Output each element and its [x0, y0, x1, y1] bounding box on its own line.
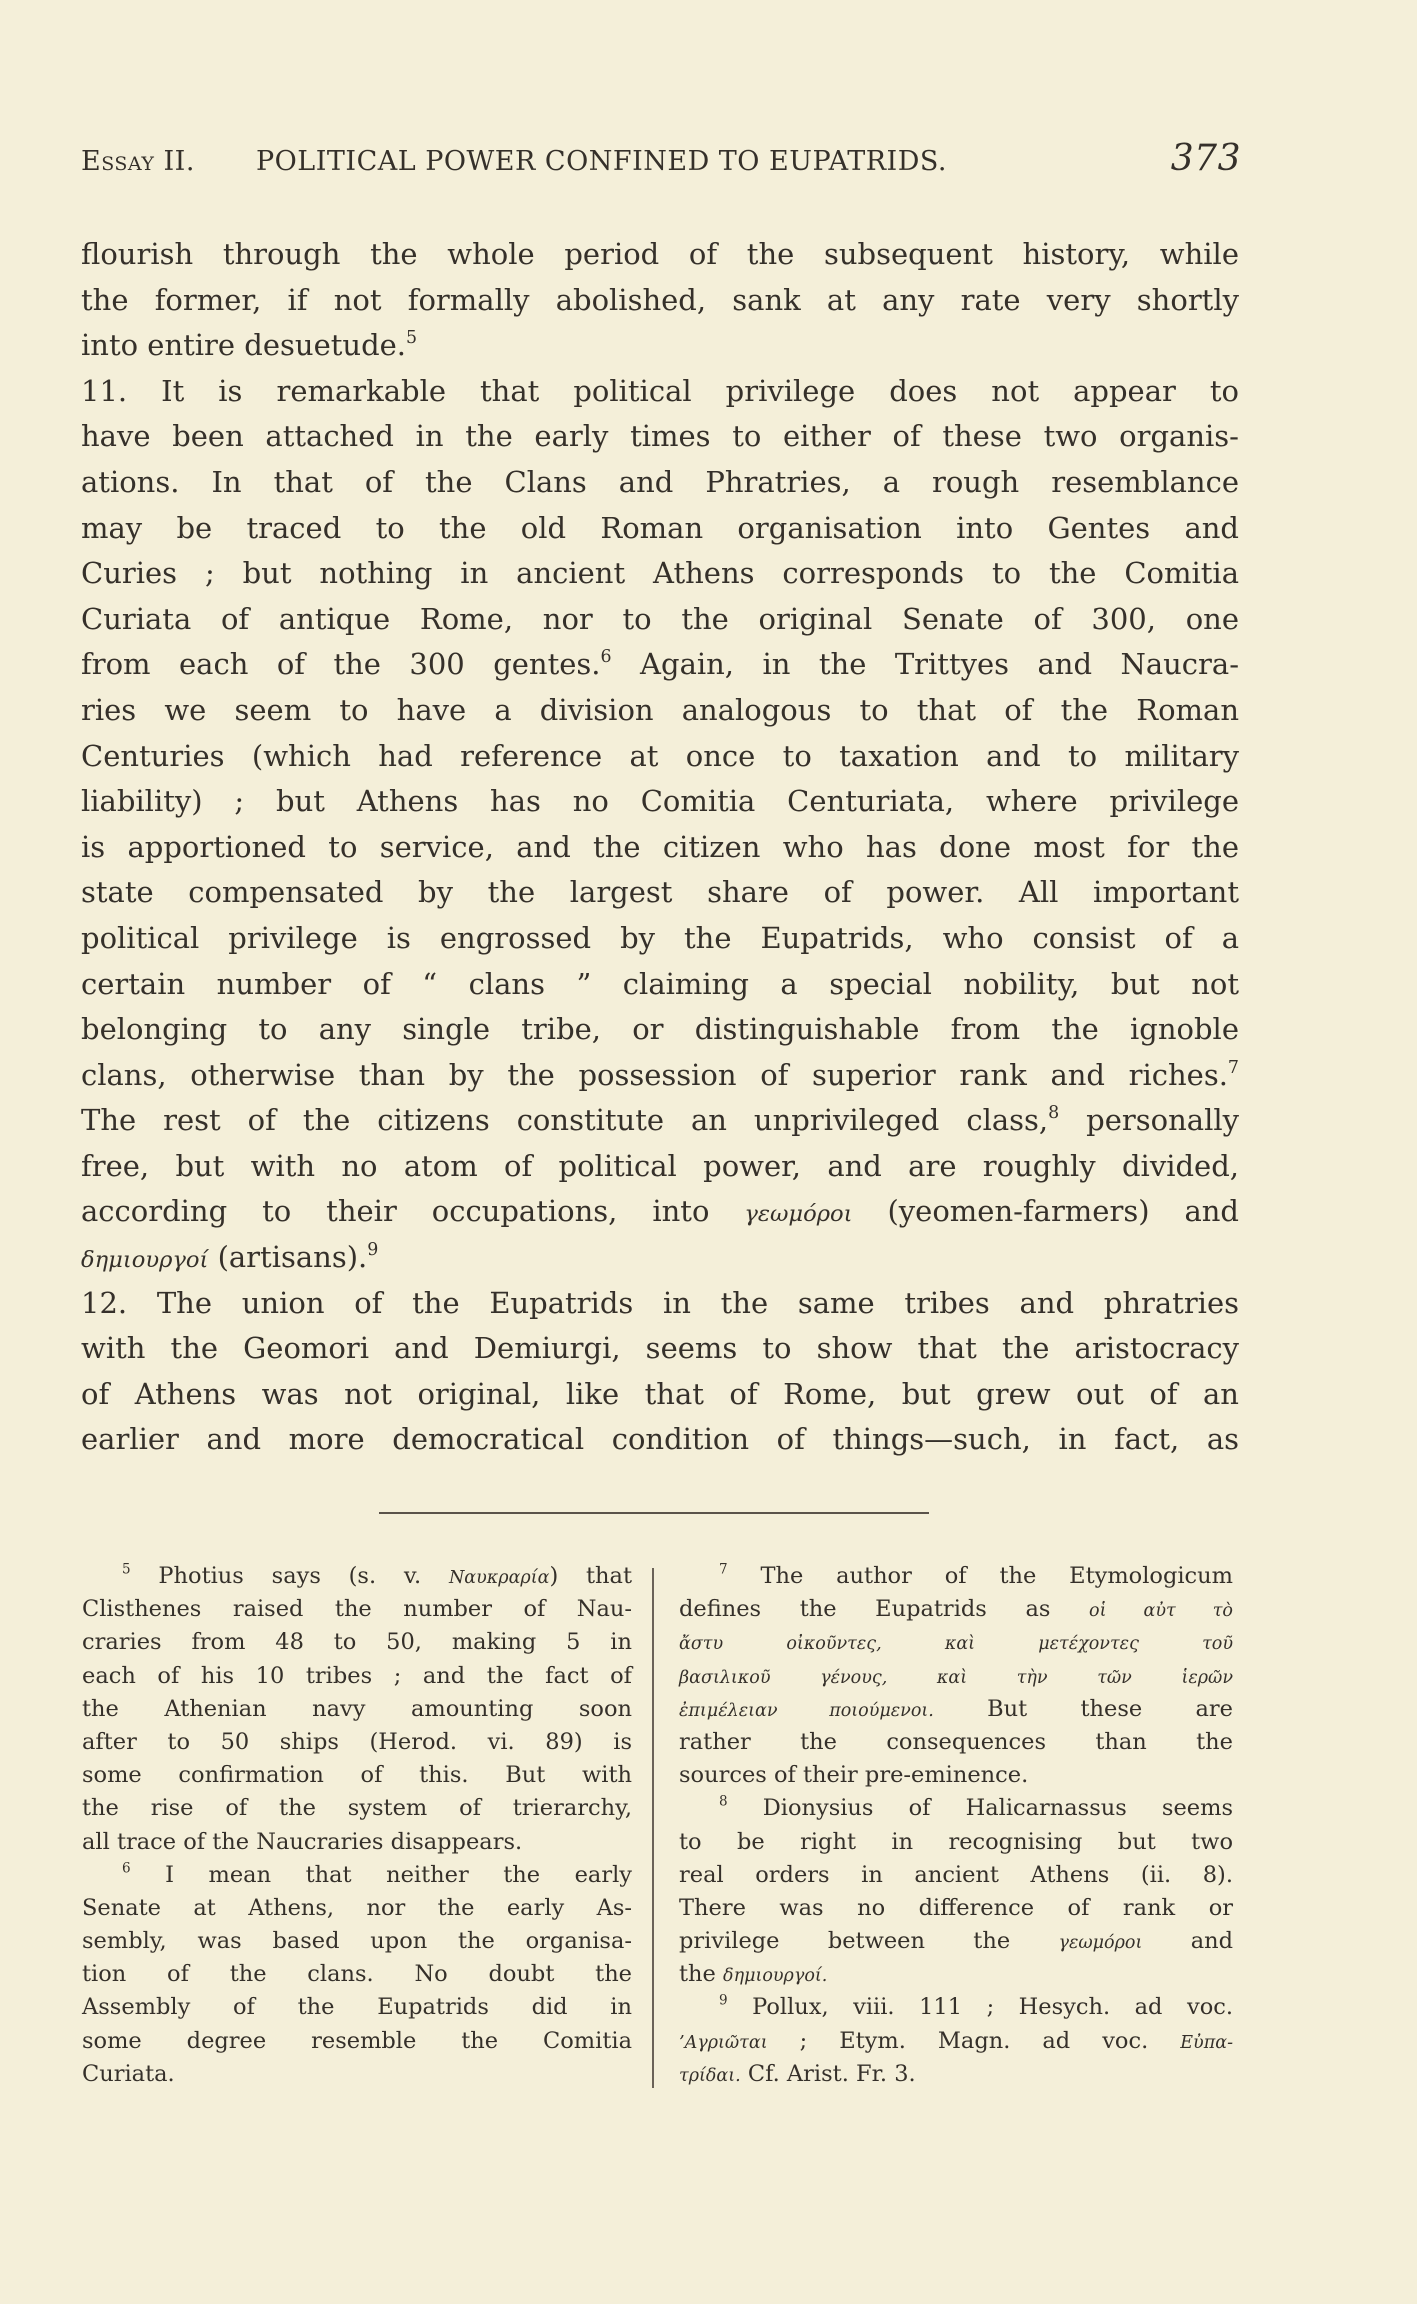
text-segment: personally	[1059, 1103, 1239, 1138]
text-segment: real orders in ancient Athens (ii. 8).	[679, 1861, 1233, 1888]
text-segment: sources of their pre-eminence.	[679, 1762, 1029, 1789]
text-line	[679, 1693, 1233, 1726]
text-segment: ; Etym. Magn. ad voc.	[767, 2027, 1181, 2054]
text-line	[679, 1991, 1233, 2024]
text-line	[679, 1826, 1233, 1859]
text-line	[81, 414, 1239, 460]
text-segment: Curies ; but nothing in ancient Athens corresponds to the Comitia	[81, 556, 1239, 591]
column-divider	[652, 1568, 654, 2088]
text-line	[82, 1626, 632, 1659]
text-segment: Centuries (which had reference at once to taxation and to military	[81, 738, 1239, 773]
text-segment: (artisans).	[208, 1240, 368, 1275]
text-segment: according to their occupations, into	[81, 1194, 745, 1229]
text-segment: ries we seem to have a division analogous to that of the Roman	[81, 692, 1239, 727]
greek-text: ἄστυ οἰκοῦντες, καὶ μετέχοντες τοῦ	[679, 1634, 1233, 1655]
text-line	[81, 323, 1239, 369]
text-segment: The author of the Etymologicum	[727, 1563, 1233, 1589]
text-segment: sembly, was based upon the organisa-	[82, 1928, 632, 1955]
footnote-marker: 8	[1048, 1103, 1060, 1124]
footnote-rule	[379, 1512, 929, 1514]
text-line	[81, 1098, 1239, 1144]
text-segment: some degree resemble the Comitia	[82, 2027, 632, 2054]
text-line	[82, 1560, 632, 1593]
text-segment: I mean that neither the early	[130, 1861, 632, 1888]
greek-text: δημιουργοί.	[723, 1966, 828, 1987]
text-segment: privilege between the	[679, 1928, 1059, 1955]
main-text	[81, 232, 1239, 1463]
text-line	[679, 1560, 1233, 1593]
text-segment: defines the Eupatrids as	[679, 1596, 1090, 1623]
text-segment: after to 50 ships (Herod. vi. 89) is	[82, 1728, 632, 1755]
greek-text: οἱ αὐτ τὸ	[1089, 1601, 1233, 1622]
text-line	[679, 1593, 1233, 1626]
greek-text: γεωμόροι	[744, 1201, 853, 1228]
text-segment: the rise of the system of trierarchy,	[82, 1795, 632, 1822]
text-line	[679, 2058, 1233, 2091]
greek-text: Εὐπα-	[1180, 2032, 1233, 2053]
text-line	[81, 1372, 1239, 1418]
text-segment: clans, otherwise than by the possession of superior rank and riches.	[81, 1057, 1228, 1092]
text-line	[82, 1726, 632, 1759]
text-line	[81, 1235, 1239, 1281]
greek-text: βασιλικοῦ γένους, καὶ τὴν τῶν ἱερῶν	[679, 1667, 1233, 1688]
text-segment: But these are	[933, 1695, 1233, 1722]
text-line	[81, 232, 1239, 278]
text-line	[82, 1660, 632, 1693]
text-segment: may be traced to the old Roman organisation into Gentes and	[81, 510, 1239, 545]
text-segment: all trace of the Naucraries disappears.	[82, 1828, 523, 1855]
text-line	[82, 2058, 632, 2091]
footnote-marker: 8	[719, 1793, 728, 1810]
greek-text: τρίδαι.	[679, 2065, 741, 2086]
running-title: POLITICAL POWER CONFINED TO EUPATRIDS.	[256, 146, 947, 177]
text-segment: the Athenian navy amounting soon	[82, 1695, 632, 1722]
page-number: 373	[1170, 138, 1241, 179]
greek-text: Ναυκραρία	[448, 1568, 550, 1588]
text-line	[81, 1189, 1239, 1235]
text-line	[81, 642, 1239, 688]
running-header	[81, 138, 1241, 188]
text-segment: craries from 48 to 50, making 5 in	[82, 1629, 632, 1656]
text-line	[679, 1925, 1233, 1958]
text-segment: 11. It is remarkable that political privilege does not appear to	[81, 373, 1239, 408]
text-line	[81, 1417, 1239, 1463]
greek-text: γεωμόροι	[1058, 1933, 1143, 1954]
text-line	[82, 1792, 632, 1825]
footnote-marker: 9	[367, 1239, 379, 1260]
text-segment: Assembly of the Eupatrids did in	[82, 1994, 632, 2021]
text-line	[81, 369, 1239, 415]
text-line	[81, 870, 1239, 916]
text-segment: to be right in recognising but two	[679, 1828, 1233, 1855]
text-segment: have been attached in the early times to either of these two organis-	[81, 419, 1239, 454]
text-line	[82, 1859, 632, 1892]
text-line	[679, 1660, 1233, 1693]
greek-text: ’Αγριῶται	[679, 2032, 768, 2053]
essay-label: Essay II.	[81, 146, 195, 177]
text-segment: belonging to any single tribe, or distinguishable from the ignoble	[81, 1012, 1239, 1047]
footnotes-left-column	[82, 1560, 632, 2091]
text-segment: into entire desuetude.	[81, 328, 407, 363]
text-line	[82, 1892, 632, 1925]
text-line	[82, 2025, 632, 2058]
text-segment: Pollux, viii. 111 ; Hesych. ad voc.	[727, 1994, 1233, 2021]
text-line	[81, 962, 1239, 1008]
text-line	[679, 1626, 1233, 1659]
text-segment: and	[1142, 1928, 1233, 1955]
text-segment: certain number of “ clans ” claiming a special nobility, but not	[81, 966, 1239, 1001]
text-line	[81, 1053, 1239, 1099]
text-line	[81, 1007, 1239, 1053]
text-segment: from each of the 300 gentes.	[81, 647, 601, 682]
text-segment: Curiata of antique Rome, nor to the original Senate of 300, one	[81, 601, 1239, 636]
text-line	[81, 506, 1239, 552]
text-line	[81, 1281, 1239, 1327]
text-segment: political privilege is engrossed by the Eupatrids, who consist of a	[81, 920, 1239, 955]
footnote-marker: 9	[719, 1993, 728, 2009]
text-segment: liability) ; but Athens has no Comitia Centuriata, where privilege	[81, 784, 1239, 819]
footnote-marker: 5	[406, 328, 418, 349]
text-line	[679, 1792, 1233, 1825]
text-segment: Cf. Arist. Fr. 3.	[740, 2060, 916, 2087]
text-line	[82, 1958, 632, 1991]
footnote-marker: 7	[1227, 1057, 1239, 1078]
footnote-marker: 7	[719, 1561, 728, 1578]
text-segment: some confirmation of this. But with	[82, 1762, 632, 1789]
text-segment: Photius says (s. v.	[130, 1563, 449, 1589]
text-segment: Curiata.	[82, 2060, 175, 2087]
text-segment: each of his 10 tribes ; and the fact of	[82, 1662, 632, 1689]
text-segment: Again, in the Trittyes and Naucra-	[611, 647, 1239, 682]
text-line	[81, 734, 1239, 780]
text-line	[81, 688, 1239, 734]
text-segment: free, but with no atom of political power, and are roughly divided,	[81, 1148, 1239, 1183]
text-segment: Clisthenes raised the number of Nau-	[82, 1596, 632, 1623]
text-segment: is apportioned to service, and the citizen who has done most for the	[81, 829, 1239, 864]
text-segment: flourish through the whole period of the subsequent history, while	[81, 237, 1239, 271]
text-line	[82, 1593, 632, 1626]
text-line	[81, 278, 1239, 324]
text-segment: tion of the clans. No doubt the	[82, 1961, 632, 1988]
text-segment: The rest of the citizens constitute an unprivileged class,	[81, 1103, 1049, 1138]
text-segment: ations. In that of the Clans and Phratries, a rough resemblance	[81, 464, 1239, 499]
text-segment: state compensated by the largest share of power. All important	[81, 875, 1239, 910]
text-line	[82, 1826, 632, 1859]
text-line	[81, 1144, 1239, 1190]
greek-text: δημιουργοί	[81, 1247, 209, 1274]
text-segment: rather the consequences than the	[679, 1728, 1233, 1755]
text-segment: earlier and more democratical condition of things—such, in fact, as	[81, 1422, 1239, 1457]
text-segment: Senate at Athens, nor the early As-	[82, 1894, 632, 1921]
footnote-marker: 5	[122, 1561, 131, 1578]
text-segment: Dionysius of Halicarnassus seems	[727, 1795, 1233, 1822]
text-segment: (yeomen-farmers) and	[852, 1194, 1239, 1229]
text-line	[679, 1892, 1233, 1925]
text-line	[81, 825, 1239, 871]
text-line	[81, 779, 1239, 825]
text-line	[679, 1726, 1233, 1759]
text-line	[81, 916, 1239, 962]
text-line	[82, 1925, 632, 1958]
text-segment: with the Geomori and Demiurgi, seems to show that the aristocracy	[81, 1331, 1239, 1366]
text-line	[82, 1759, 632, 1792]
text-line	[679, 1859, 1233, 1892]
text-segment: There was no difference of rank or	[679, 1894, 1233, 1921]
footnote-marker: 6	[600, 647, 612, 668]
text-line	[82, 1693, 632, 1726]
text-segment: 12. The union of the Eupatrids in the same tribes and phratries	[81, 1285, 1239, 1320]
footnote-marker: 6	[122, 1860, 131, 1877]
text-line	[679, 1759, 1233, 1792]
text-line	[81, 1326, 1239, 1372]
text-line	[679, 1958, 1233, 1991]
text-line	[81, 460, 1239, 506]
text-line	[679, 2025, 1233, 2058]
text-line	[81, 597, 1239, 643]
text-line	[82, 1991, 632, 2024]
greek-text: ἐπιμέλειαν ποιούμενοι.	[679, 1700, 934, 1721]
text-segment: of Athens was not original, like that of Rome, but grew out of an	[81, 1376, 1239, 1411]
text-segment: the	[679, 1961, 724, 1988]
text-segment: ) that	[549, 1563, 633, 1589]
text-segment: the former, if not formally abolished, sank at any rate very shortly	[81, 282, 1239, 317]
text-line	[81, 551, 1239, 597]
footnotes-right-column	[679, 1560, 1233, 2091]
